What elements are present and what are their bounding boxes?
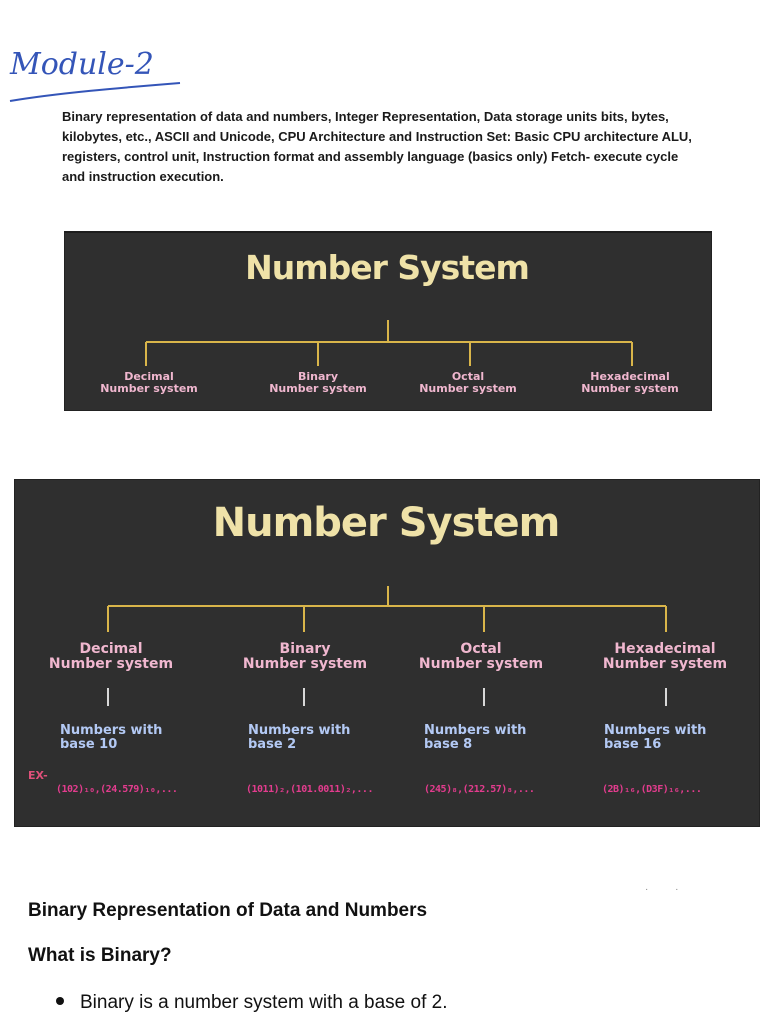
base-line2: base 16 bbox=[604, 737, 662, 753]
board2-title: Number System bbox=[212, 500, 560, 546]
bullet-dot-icon bbox=[56, 997, 64, 1005]
board2-base-binary bbox=[248, 724, 350, 753]
cat-line1: Hexadecimal bbox=[614, 641, 716, 657]
cat-line1: Octal bbox=[451, 370, 485, 383]
example-binary: (1011)₂,(101.0011)₂,... bbox=[246, 784, 373, 795]
board2-cat-octal bbox=[396, 642, 566, 671]
example-hexadecimal: (2B)₁₆,(D3F)₁₆,... bbox=[602, 784, 702, 795]
cat-line1: Octal bbox=[460, 641, 502, 657]
cat-line1: Decimal bbox=[124, 370, 174, 383]
cat-line2: Number system bbox=[418, 655, 544, 672]
cat-line2: Number system bbox=[242, 655, 368, 672]
example-octal: (245)₈,(212.57)₈,... bbox=[424, 784, 535, 795]
board2-cat-hexadecimal bbox=[580, 642, 750, 671]
bullet-item bbox=[56, 992, 448, 1014]
cat-line1: Binary bbox=[297, 370, 338, 383]
cat-line2: Number system bbox=[48, 655, 174, 672]
example-label: EX- bbox=[28, 769, 48, 782]
cat-line2: Number system bbox=[269, 381, 367, 395]
base-line2: base 8 bbox=[424, 737, 473, 753]
cat-line2: Number system bbox=[419, 381, 517, 395]
cat-line2: Number system bbox=[602, 655, 728, 672]
board2-base-hexadecimal bbox=[604, 724, 706, 753]
base-line1: Numbers with bbox=[424, 723, 527, 738]
bullet-text: Binary is a number system with a base of 2. bbox=[80, 992, 448, 1013]
board2-cat-decimal bbox=[26, 642, 196, 671]
base-line1: Numbers with bbox=[248, 723, 351, 738]
board2-base-octal bbox=[424, 724, 526, 753]
cat-line2: Number system bbox=[100, 381, 198, 395]
module-intro: Binary representation of data and numbers, Integer Representation, Data storage units bits, bytes, kilobytes, etc., ASCII and Unicode, CPU Architecture and Instruction Set: Basic CPU architecture ALU, registers, control unit, Instruction format and assembly language (basics only) Fetch- execute cycle and instruction execution. bbox=[62, 109, 692, 184]
section-heading: Binary Representation of Data and Numbers bbox=[28, 900, 428, 921]
decorative-dots: · · bbox=[645, 884, 691, 895]
board1-title: Number System bbox=[245, 248, 529, 287]
base-line1: Numbers with bbox=[60, 723, 163, 738]
base-line1: Numbers with bbox=[604, 723, 707, 738]
base-line2: base 2 bbox=[248, 737, 297, 753]
section-subheading: What is Binary? bbox=[28, 945, 172, 966]
example-decimal: (102)₁₀,(24.579)₁₀,... bbox=[56, 784, 178, 795]
cat-line1: Decimal bbox=[79, 641, 143, 657]
cat-line1: Binary bbox=[279, 641, 331, 657]
base-line2: base 10 bbox=[60, 737, 118, 753]
board2-cat-binary bbox=[220, 642, 390, 671]
cat-line2: Number system bbox=[581, 381, 679, 395]
handwritten-text: Module-2 bbox=[10, 47, 154, 82]
cat-line1: Hexadecimal bbox=[590, 370, 670, 383]
board2-base-decimal bbox=[60, 724, 162, 753]
